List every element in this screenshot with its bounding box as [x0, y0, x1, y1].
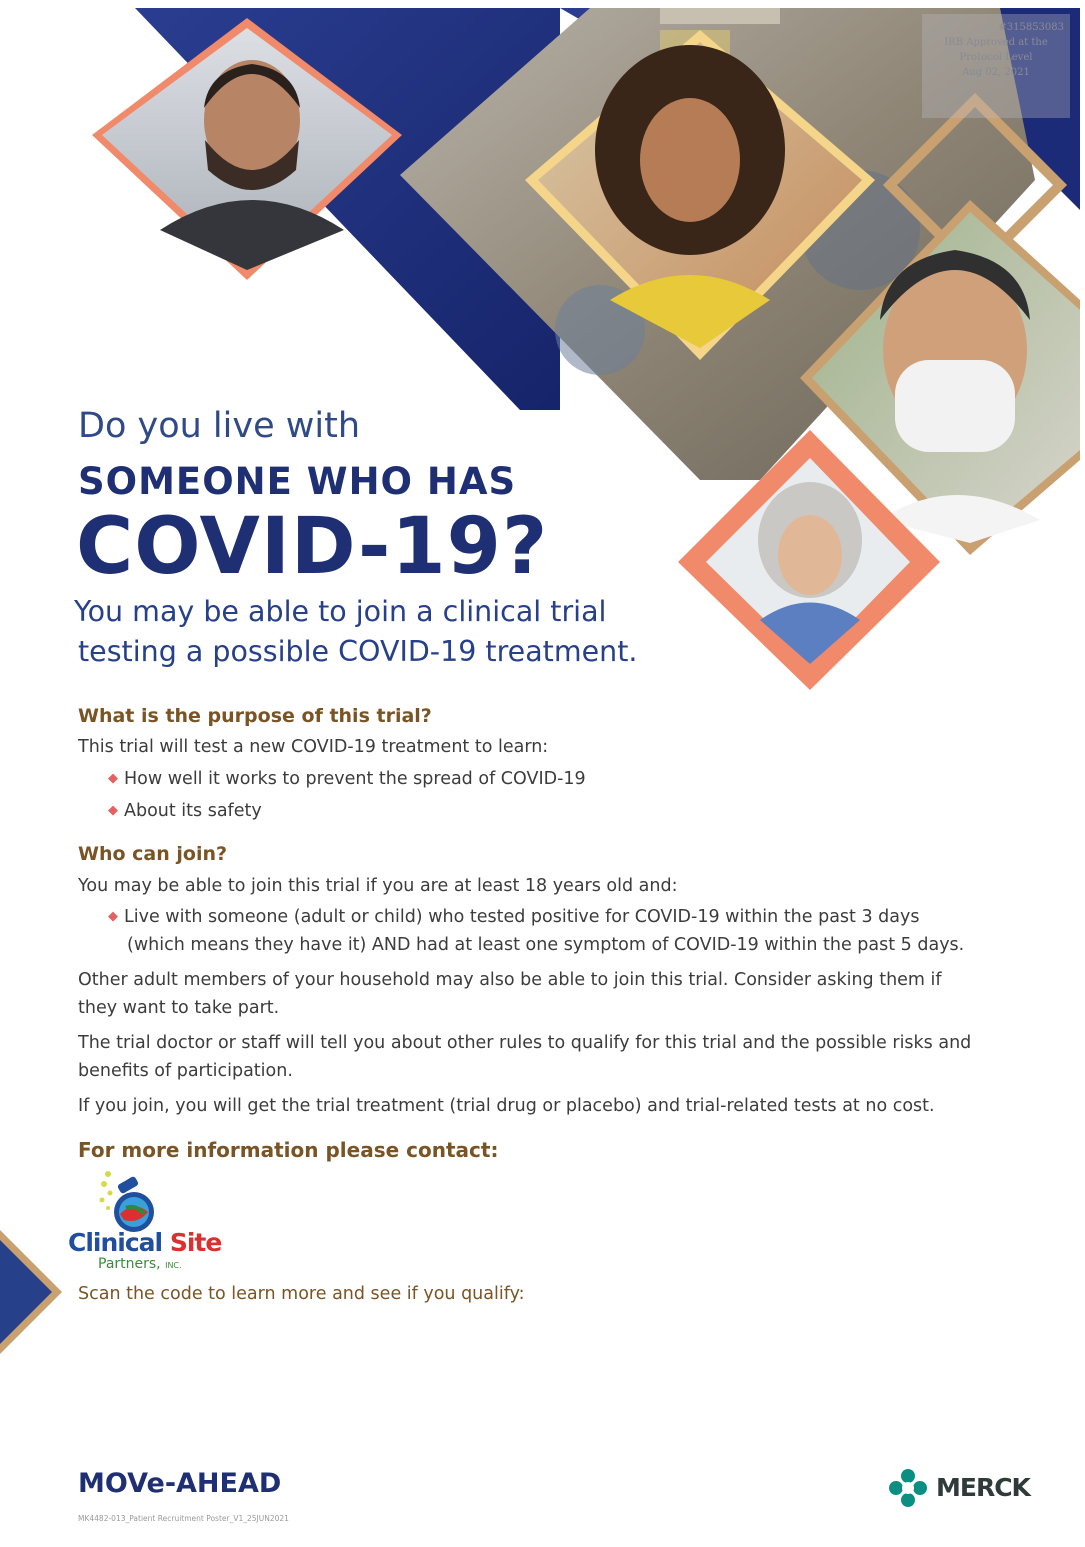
purpose-bullet-1: [108, 765, 586, 793]
stamp-line-3: Aug 02, 2021: [962, 67, 1030, 78]
logo-word-site: Site: [169, 1228, 222, 1257]
logo-word-clinical: Clinical: [68, 1228, 163, 1257]
headline-line-3: COVID-19?: [76, 502, 549, 592]
flask-icon: [96, 1168, 186, 1234]
purpose-heading: What is the purpose of this trial?: [78, 705, 432, 727]
rules-line-2: benefits of participation.: [78, 1061, 293, 1081]
purpose-bullet-2: [108, 797, 262, 825]
merck-wordmark: MERCK: [936, 1473, 1030, 1502]
merck-logo-icon: [888, 1468, 928, 1508]
bullet-diamond-icon: ◆: [108, 771, 118, 786]
clinical-site-partners-logo: [68, 1168, 222, 1278]
document-code: MK4482-013_Patient Recruitment Poster_V1_25JUN2021: [78, 1514, 289, 1523]
stamp-line-2: Protocol Level: [959, 52, 1033, 63]
logo-inc: INC.: [165, 1261, 182, 1270]
rules-paragraph: [78, 1029, 971, 1085]
left-decorative-triangle: [0, 1230, 70, 1360]
subheadline-line-2: testing a possible COVID-19 treatment.: [78, 635, 638, 668]
study-name: MOVe-AHEAD: [78, 1468, 282, 1499]
eligibility-bullet-line-1: Live with someone (adult or child) who tested positive for COVID-19 within the past 3 days: [124, 907, 920, 927]
scene-stripe: [660, 8, 780, 24]
logo-wordmark: [68, 1228, 221, 1257]
headline-line-2: SOMEONE WHO HAS: [78, 460, 517, 503]
logo-partners: [98, 1256, 182, 1272]
household-paragraph: [78, 966, 942, 1022]
eligibility-bullet: [108, 903, 964, 959]
purpose-bullet-2-text: About its safety: [124, 801, 262, 821]
headline-intro: Do you live with: [78, 406, 360, 446]
bullet-diamond-icon: ◆: [108, 803, 118, 818]
stamp-line-1: IRB Approved at the: [944, 37, 1048, 48]
rules-line-1: The trial doctor or staff will tell you about other rules to qualify for this trial and the possible risks and: [78, 1033, 972, 1053]
logo-word-partners: Partners,: [98, 1256, 161, 1272]
purpose-intro: This trial will test a new COVID-19 treatment to learn:: [78, 737, 549, 757]
eligibility-heading: Who can join?: [78, 843, 228, 865]
irb-approval-stamp: [922, 14, 1070, 118]
eligibility-intro: You may be able to join this trial if you are at least 18 years old and:: [78, 876, 678, 896]
stamp-study-id: #315853083: [998, 22, 1064, 33]
bullet-diamond-icon: ◆: [108, 909, 118, 924]
eligibility-bullet-line-2: (which means they have it) AND had at least one symptom of COVID-19 within the past 5 days.: [127, 935, 965, 955]
household-line-2: they want to take part.: [78, 998, 280, 1018]
subheadline: [74, 592, 637, 672]
scan-instruction: Scan the code to learn more and see if you qualify:: [78, 1284, 525, 1304]
household-line-1: Other adult members of your household may also be able to join this trial. Consider asking them if: [78, 970, 942, 990]
contact-heading: For more information please contact:: [78, 1138, 499, 1162]
subheadline-line-1: You may be able to join a clinical trial: [74, 595, 607, 628]
cost-paragraph: If you join, you will get the trial treatment (trial drug or placebo) and trial-related tests at no cost.: [78, 1096, 935, 1116]
purpose-bullet-1-text: How well it works to prevent the spread of COVID-19: [124, 769, 586, 789]
